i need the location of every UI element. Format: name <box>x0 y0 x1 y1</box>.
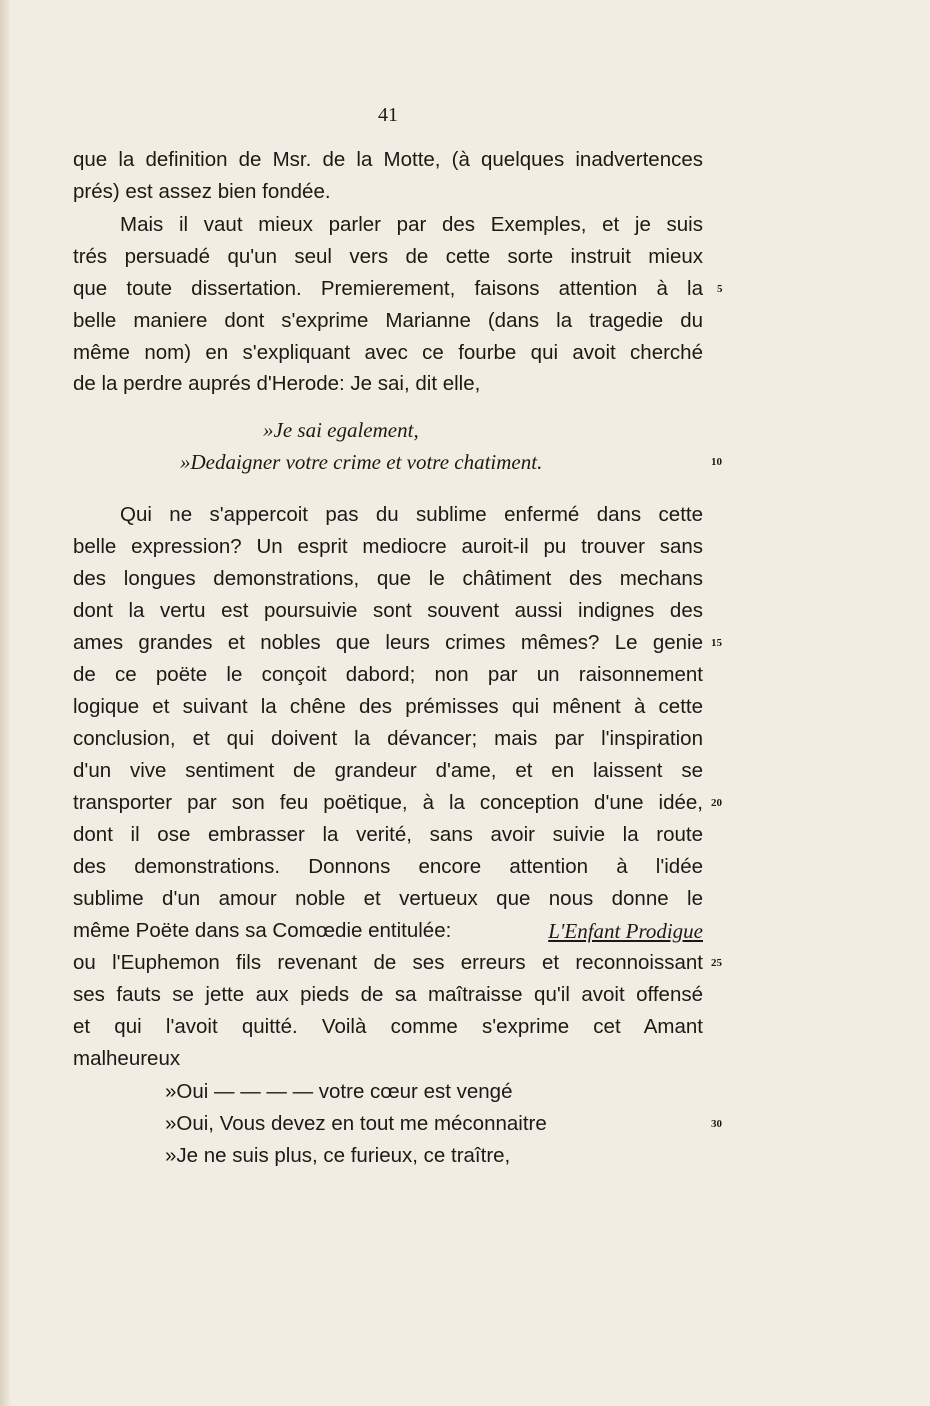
text-line: Qui ne s'appercoit pas du sublime enfermé dans cette <box>120 503 703 526</box>
text-line: prés) est assez bien fondée. <box>73 180 331 203</box>
text-line: malheureux <box>73 1047 181 1070</box>
text-line: transporter par son feu poëtique, à la conception d'une idée, <box>73 791 703 814</box>
text-line: que la definition de Msr. de la Motte, (à quelques inadvertences <box>73 148 703 171</box>
line-number: 30 <box>711 1118 722 1130</box>
verse-line: »Dedaigner votre crime et votre chatiment. <box>180 450 543 474</box>
page-edge <box>0 0 10 1406</box>
text-line: belle maniere dont s'exprime Marianne (dans la tragedie du <box>73 309 703 332</box>
text-line: de la perdre auprés d'Herode: Je sai, dit elle, <box>73 372 481 395</box>
text-line: que toute dissertation. Premierement, faisons attention à la <box>73 277 703 300</box>
text-line: des demonstrations. Donnons encore attention à l'idée <box>73 855 703 878</box>
text-line: ames grandes et nobles que leurs crimes mêmes? Le genie <box>73 631 703 654</box>
text-line: conclusion, et qui doivent la dévancer; mais par l'inspiration <box>73 727 703 750</box>
text-line: de ce poëte le conçoit dabord; non par un raisonnement <box>73 663 703 686</box>
italic-title: L'Enfant Prodigue <box>548 919 703 943</box>
text-line: Mais il vaut mieux parler par des Exemples, et je suis <box>120 213 703 236</box>
text-segment: même Poëte dans sa Comœdie entitulée: <box>73 919 452 942</box>
text-line: d'un vive sentiment de grandeur d'ame, et en laissent se <box>73 759 703 782</box>
line-number: 20 <box>711 797 722 809</box>
text-line: et qui l'avoit quitté. Voilà comme s'exprime cet Amant <box>73 1015 703 1038</box>
line-number: 15 <box>711 637 722 649</box>
text-line: dont la vertu est poursuivie sont souvent aussi indignes des <box>73 599 703 622</box>
page-number: 41 <box>378 104 398 126</box>
text-line: ses fauts se jette aux pieds de sa maîtraisse qu'il avoit offensé <box>73 983 703 1006</box>
text-line: des longues demonstrations, que le châtiment des mechans <box>73 567 703 590</box>
verse-line: »Je ne suis plus, ce furieux, ce traître, <box>165 1144 511 1167</box>
text-line: dont il ose embrasser la verité, sans avoir suivie la route <box>73 823 703 846</box>
verse-line: »Je sai egalement, <box>263 418 419 442</box>
text-line <box>73 915 703 947</box>
line-number: 25 <box>711 957 722 969</box>
line-number: 5 <box>717 283 723 295</box>
line-number: 10 <box>711 456 722 468</box>
text-line: ou l'Euphemon fils revenant de ses erreurs et reconnoissant <box>73 951 703 974</box>
text-line: trés persuadé qu'un seul vers de cette sorte instruit mieux <box>73 245 703 268</box>
verse-line: »Oui — — — — votre cœur est vengé <box>165 1080 513 1103</box>
verse-line: »Oui, Vous devez en tout me méconnaitre <box>165 1112 547 1135</box>
text-line: même nom) en s'expliquant avec ce fourbe qui avoit cherché <box>73 341 703 364</box>
text-line: sublime d'un amour noble et vertueux que nous donne le <box>73 887 703 910</box>
text-line: belle expression? Un esprit mediocre auroit-il pu trouver sans <box>73 535 703 558</box>
text-line: logique et suivant la chêne des prémisses qui mênent à cette <box>73 695 703 718</box>
